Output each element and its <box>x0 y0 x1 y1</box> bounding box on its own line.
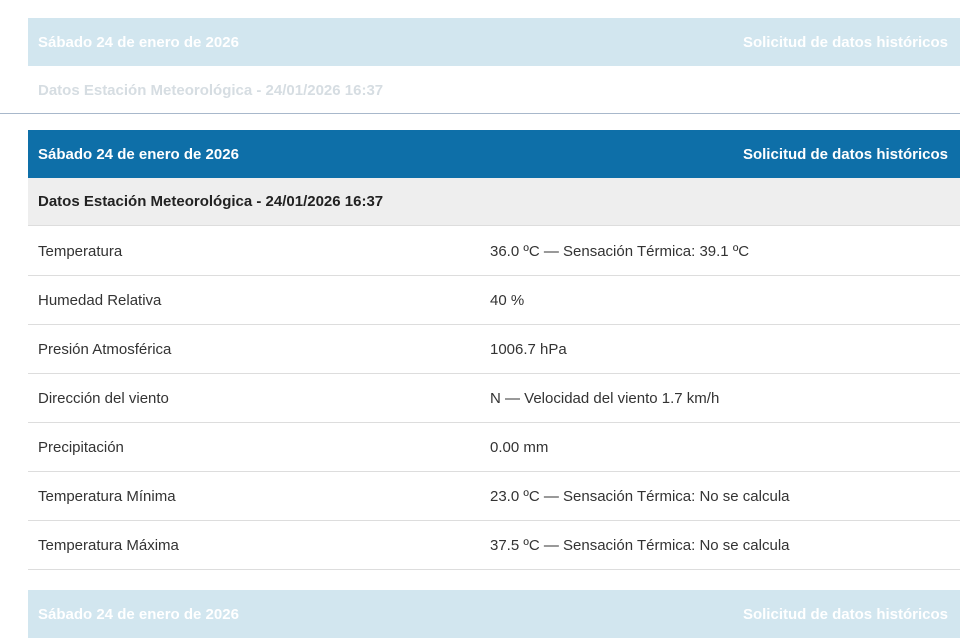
table-row-precipitation <box>28 423 960 472</box>
row-value: 40 % <box>490 291 525 309</box>
table-row-humidity <box>28 276 960 325</box>
row-label: Temperatura Mínima <box>38 487 176 505</box>
row-label: Dirección del viento <box>38 389 169 407</box>
row-label: Presión Atmosférica <box>38 340 172 358</box>
row-label: Humedad Relativa <box>38 291 162 309</box>
row-value: 23.0 ºC — Sensación Térmica: No se calcula <box>490 487 790 505</box>
table-row-pressure <box>28 325 960 374</box>
faded-panel-date: Sábado 24 de enero de 2026 <box>38 33 239 51</box>
row-label: Temperatura Máxima <box>38 536 179 554</box>
row-label: Precipitación <box>38 438 124 456</box>
faded-panel-header <box>28 18 960 66</box>
faded-history-link[interactable]: Solicitud de datos históricos <box>742 33 948 51</box>
faded-panel-header-bottom <box>28 590 960 638</box>
row-value: N — Velocidad del viento 1.7 km/h <box>490 389 720 407</box>
table-row-max-temperature <box>28 521 960 570</box>
history-data-link[interactable]: Solicitud de datos históricos <box>742 145 948 163</box>
weather-data-table <box>28 227 960 570</box>
faded-panel-subtitle: Datos Estación Meteorológica - 24/01/2026 16:37 <box>28 66 960 114</box>
faded-panel-date-bottom: Sábado 24 de enero de 2026 <box>38 605 239 623</box>
table-row-min-temperature <box>28 472 960 521</box>
section-divider <box>0 113 960 114</box>
row-value: 1006.7 hPa <box>490 340 567 358</box>
row-value: 36.0 ºC — Sensación Térmica: 39.1 ºC <box>490 242 750 260</box>
panel-date: Sábado 24 de enero de 2026 <box>38 145 239 163</box>
row-value: 0.00 mm <box>490 438 549 456</box>
station-data-subtitle: Datos Estación Meteorológica - 24/01/2026 16:37 <box>28 178 960 226</box>
table-row-wind <box>28 374 960 423</box>
table-row-temperature <box>28 227 960 276</box>
panel-header <box>28 130 960 178</box>
row-label: Temperatura <box>38 242 123 260</box>
row-value: 37.5 ºC — Sensación Térmica: No se calcula <box>490 536 790 554</box>
faded-history-link-bottom[interactable]: Solicitud de datos históricos <box>742 605 948 623</box>
